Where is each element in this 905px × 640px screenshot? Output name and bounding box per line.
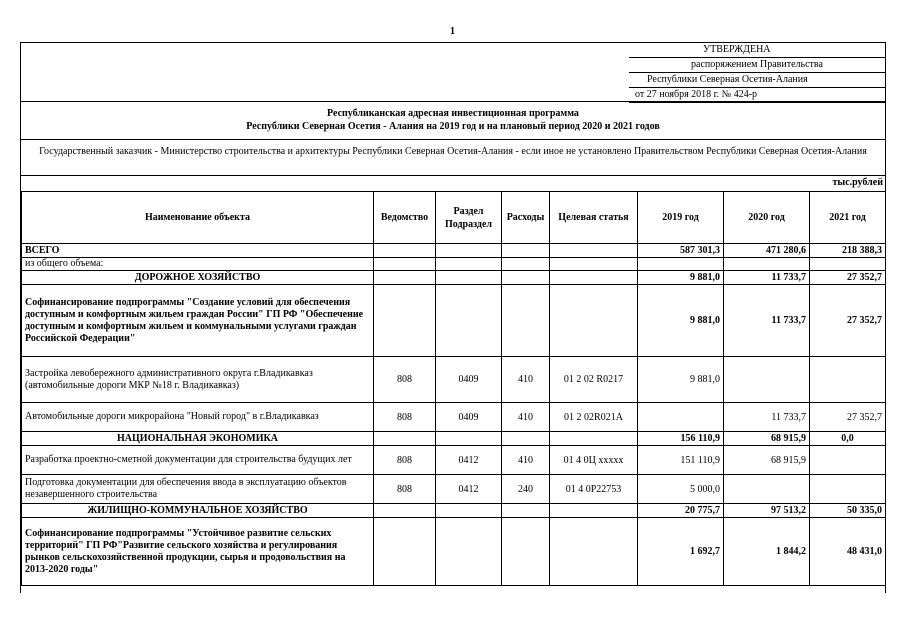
row-dept [374, 432, 436, 446]
row-section [436, 271, 502, 285]
row-dept: 808 [374, 475, 436, 504]
row-section [436, 518, 502, 586]
row-2021 [810, 357, 886, 403]
row-2019: 1 692,7 [638, 518, 724, 586]
row-expense: 410 [502, 403, 550, 432]
row-name: Софинансирование подпрограммы "Создание условий для обеспечения доступным и комфортным жильем граждан России" ГП РФ "Обеспечение доступным и комфортным жильем и коммунальными услугами граждан Российской Федерации" [22, 285, 374, 357]
row-2019: 151 110,9 [638, 446, 724, 475]
row-dept [374, 518, 436, 586]
row-2019: 9 881,0 [638, 285, 724, 357]
row-2021: 27 352,7 [810, 271, 886, 285]
row-2019: 20 775,7 [638, 504, 724, 518]
unit-label: тыс.рублей [832, 177, 883, 188]
table-row [22, 475, 886, 504]
header-section: Раздел Подраздел [436, 192, 502, 244]
header-2020: 2020 год [724, 192, 810, 244]
program-title-line-2: Республики Северная Осетия - Алания на 2019 год и на плановый период 2020 и 2021 годов [246, 121, 660, 132]
table-header-row [22, 192, 886, 244]
divider [21, 175, 885, 176]
row-section: 0412 [436, 475, 502, 504]
row-expense [502, 271, 550, 285]
row-expense [502, 432, 550, 446]
row-expense [502, 518, 550, 586]
row-target [550, 432, 638, 446]
row-section [436, 258, 502, 271]
document-frame [20, 42, 886, 593]
row-2020 [724, 475, 810, 504]
row-name: Автомобильные дороги микрорайона "Новый город" в г.Владикавказ [22, 403, 374, 432]
header-target: Целевая статья [550, 192, 638, 244]
row-2019 [638, 258, 724, 271]
table-row [22, 432, 886, 446]
divider [21, 101, 885, 102]
row-dept: 808 [374, 446, 436, 475]
table-row [22, 504, 886, 518]
header-name: Наименование объекта [22, 192, 374, 244]
row-2020: 11 733,7 [724, 271, 810, 285]
row-2020 [724, 357, 810, 403]
row-target [550, 504, 638, 518]
row-dept: 808 [374, 357, 436, 403]
row-section: 0409 [436, 403, 502, 432]
approval-line-4: от 27 ноября 2018 г. № 424-р [629, 88, 885, 103]
row-name: ЖИЛИЩНО-КОММУНАЛЬНОЕ ХОЗЯЙСТВО [22, 504, 374, 518]
row-name: из общего объема: [22, 258, 374, 271]
row-dept [374, 504, 436, 518]
table-row [22, 271, 886, 285]
row-name: ДОРОЖНОЕ ХОЗЯЙСТВО [22, 271, 374, 285]
page-number: 1 [450, 26, 455, 37]
row-2020: 97 513,2 [724, 504, 810, 518]
row-2021: 218 388,3 [810, 244, 886, 258]
program-title-line-1: Республиканская адресная инвестиционная программа [327, 108, 579, 119]
program-title [21, 107, 885, 133]
divider [21, 139, 885, 140]
row-2021: 27 352,7 [810, 403, 886, 432]
header-dept: Ведомство [374, 192, 436, 244]
row-target [550, 271, 638, 285]
row-2020 [724, 258, 810, 271]
row-2019 [638, 403, 724, 432]
row-2021 [810, 258, 886, 271]
row-expense [502, 504, 550, 518]
approval-line-2: распоряжением Правительства [629, 58, 885, 73]
row-name: Разработка проектно-сметной документации для строительства будущих лет [22, 446, 374, 475]
table-row [22, 403, 886, 432]
row-section [436, 244, 502, 258]
row-2021: 50 335,0 [810, 504, 886, 518]
row-2021: 0,0 [810, 432, 886, 446]
row-2020: 11 733,7 [724, 285, 810, 357]
header-2021: 2021 год [810, 192, 886, 244]
row-dept [374, 285, 436, 357]
row-2021: 48 431,0 [810, 518, 886, 586]
row-target [550, 244, 638, 258]
row-2019: 156 110,9 [638, 432, 724, 446]
row-2019: 9 881,0 [638, 357, 724, 403]
row-name: НАЦИОНАЛЬНАЯ ЭКОНОМИКА [22, 432, 374, 446]
row-section: 0409 [436, 357, 502, 403]
approval-line-3: Республики Северная Осетия-Алания [629, 73, 885, 88]
table-row [22, 244, 886, 258]
row-dept [374, 271, 436, 285]
row-expense [502, 285, 550, 357]
state-customer: Государственный заказчик - Министерство строительства и архитектуры Республики Северная Осетия-Алания - если иное не установлено Правительством Республики Северная Осетия-Алания [39, 146, 867, 157]
row-2020: 68 915,9 [724, 432, 810, 446]
row-section [436, 504, 502, 518]
row-section [436, 432, 502, 446]
row-name: ВСЕГО [22, 244, 374, 258]
table-row [22, 446, 886, 475]
approval-block [629, 43, 885, 103]
table-row [22, 258, 886, 271]
row-2020: 68 915,9 [724, 446, 810, 475]
approval-line-1: УТВЕРЖДЕНА [629, 43, 885, 58]
row-expense: 410 [502, 357, 550, 403]
row-name: Подготовка документации для обеспечения ввода в эксплуатацию объектов незавершенного строительства [22, 475, 374, 504]
row-2019: 9 881,0 [638, 271, 724, 285]
row-dept [374, 258, 436, 271]
row-target: 01 4 0P22753 [550, 475, 638, 504]
row-2019: 587 301,3 [638, 244, 724, 258]
row-2020: 11 733,7 [724, 403, 810, 432]
row-expense [502, 258, 550, 271]
row-section: 0412 [436, 446, 502, 475]
row-target [550, 285, 638, 357]
row-name: Софинансирование подпрограммы "Устойчивое развитие сельских территорий" ГП РФ"Развитие сельского хозяйства и регулирования рынков сельскохозяйственной продукции, сырья и продовольствия на 2013-2020 годы" [22, 518, 374, 586]
table-row [22, 285, 886, 357]
investment-table [21, 191, 886, 586]
row-2020: 471 280,6 [724, 244, 810, 258]
row-target: 01 2 02R021A [550, 403, 638, 432]
row-2021: 27 352,7 [810, 285, 886, 357]
row-2021 [810, 475, 886, 504]
row-section [436, 285, 502, 357]
row-2020: 1 844,2 [724, 518, 810, 586]
row-2021 [810, 446, 886, 475]
row-expense [502, 244, 550, 258]
row-dept: 808 [374, 403, 436, 432]
row-target [550, 518, 638, 586]
row-target: 01 4 0Ц xxxxx [550, 446, 638, 475]
row-name: Застройка левобережного административного округа г.Владикавказ (автомобильные дороги МКР №18 г. Владикавказ) [22, 357, 374, 403]
table-row [22, 518, 886, 586]
row-expense: 240 [502, 475, 550, 504]
row-target [550, 258, 638, 271]
row-2019: 5 000,0 [638, 475, 724, 504]
row-dept [374, 244, 436, 258]
header-expense: Расходы [502, 192, 550, 244]
table-row [22, 357, 886, 403]
row-expense: 410 [502, 446, 550, 475]
header-2019: 2019 год [638, 192, 724, 244]
row-target: 01 2 02 R0217 [550, 357, 638, 403]
